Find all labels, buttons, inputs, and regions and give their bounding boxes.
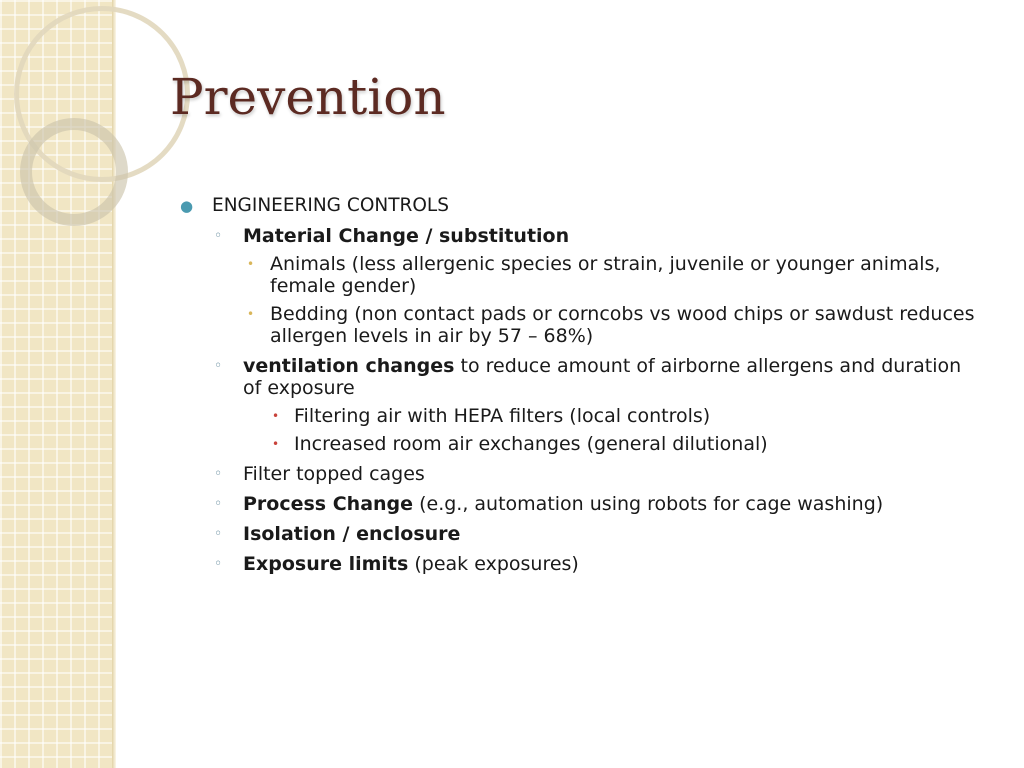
list-item-ventilation-changes	[170, 355, 980, 399]
decorative-ring-small	[20, 118, 128, 226]
list-item-animals	[170, 253, 980, 297]
bullet-small-dot-icon: •	[247, 257, 255, 271]
exposure-limits-text	[170, 553, 980, 575]
bullet-ring-icon: ◦	[214, 526, 223, 542]
process-change-rest: (e.g., automation using robots for cage washing)	[413, 493, 884, 515]
ventilation-changes-bold: ventilation changes	[243, 355, 455, 377]
list-item-process-change	[170, 493, 980, 515]
process-change-text	[170, 493, 980, 515]
bullet-red-dot-icon: •	[272, 437, 280, 451]
filter-topped-cages-text: Filter topped cages	[243, 463, 425, 485]
exposure-limits-rest: (peak exposures)	[408, 553, 579, 575]
process-change-bold: Process Change	[243, 493, 414, 515]
bullet-list	[170, 195, 980, 575]
ventilation-changes-rest: to reduce amount of airborne allergens and duration of exposure	[243, 355, 962, 399]
bullet-red-dot-icon: •	[272, 409, 280, 423]
slide-title: Prevention	[170, 68, 446, 126]
isolation-text: Isolation / enclosure	[243, 523, 461, 545]
bullet-ring-icon: ◦	[214, 496, 223, 512]
hepa-filters-text: Filtering air with HEPA filters (local controls)	[294, 405, 711, 427]
bedding-text: Bedding (non contact pads or corncobs vs wood chips or sawdust reduces allergen levels in air by 57 – 68%)	[270, 303, 975, 347]
list-item-exposure-limits	[170, 553, 980, 575]
list-item-hepa-filters	[170, 405, 980, 427]
bullet-dot-icon: ●	[180, 197, 194, 215]
bullet-ring-icon: ◦	[214, 466, 223, 482]
exposure-limits-bold: Exposure limits	[243, 553, 409, 575]
list-item-engineering-controls	[170, 195, 980, 217]
list-item-isolation	[170, 523, 980, 545]
list-item-bedding	[170, 303, 980, 347]
engineering-controls-text: ENGINEERING CONTROLS	[212, 195, 449, 216]
bullet-small-dot-icon: •	[247, 307, 255, 321]
bullet-ring-icon: ◦	[214, 228, 223, 244]
animals-text: Animals (less allergenic species or strain, juvenile or younger animals, female gender)	[270, 253, 941, 297]
bullet-ring-icon: ◦	[214, 358, 223, 374]
material-change-text: Material Change / substitution	[243, 225, 570, 247]
ventilation-changes-text	[170, 355, 980, 399]
list-item-air-exchanges	[170, 433, 980, 455]
list-item-filter-topped-cages	[170, 463, 980, 485]
bullet-ring-icon: ◦	[214, 556, 223, 572]
list-item-material-change	[170, 225, 980, 247]
air-exchanges-text: Increased room air exchanges (general dilutional)	[294, 433, 768, 455]
